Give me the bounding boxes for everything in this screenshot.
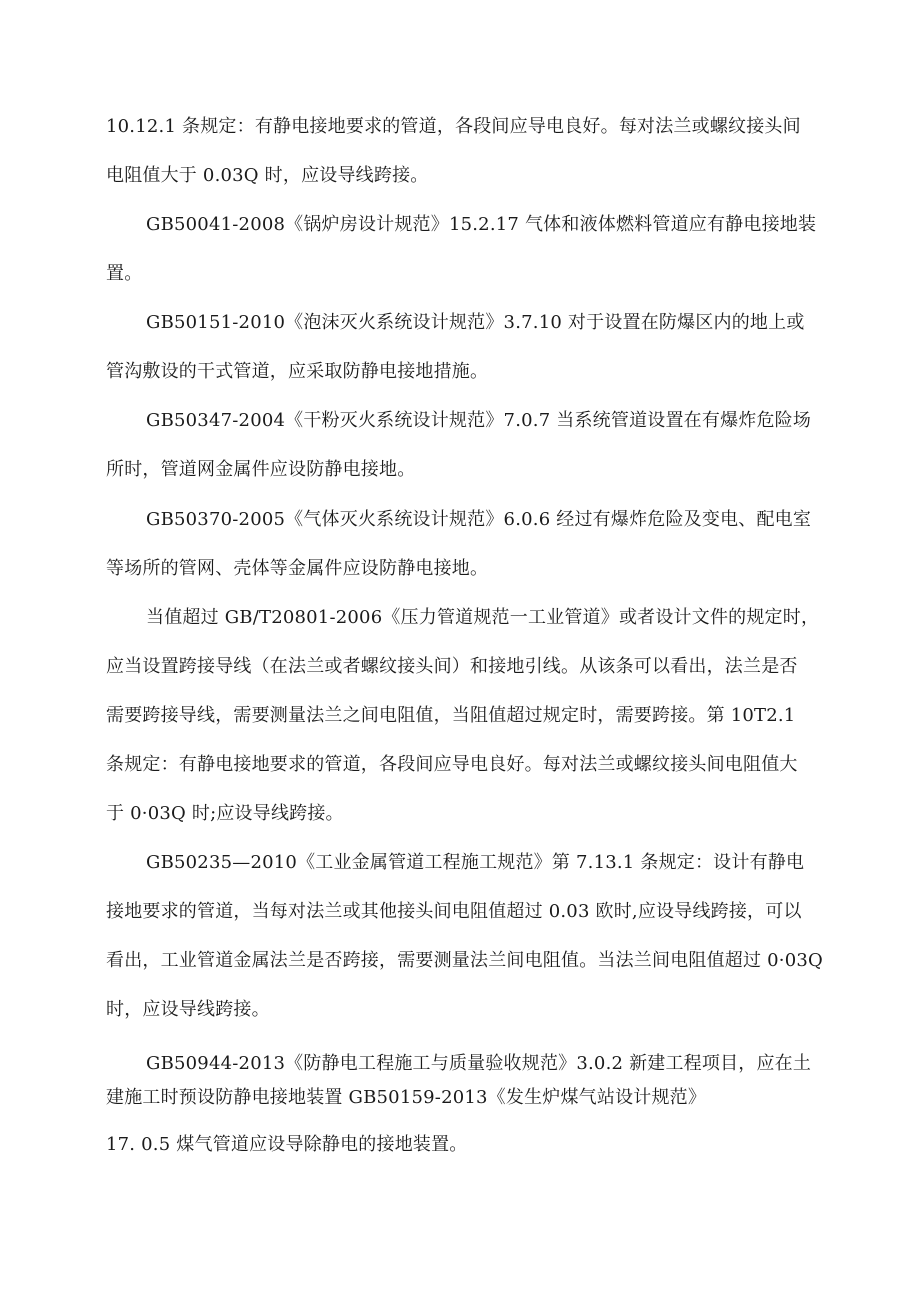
text-line: 接地要求的管道，当每对法兰或其他接头间电阻值超过 0.03 欧时,应设导线跨接，可以 xyxy=(106,901,802,922)
text-line: 看出，工业管道金属法兰是否跨接，需要测量法兰间电阻值。当法兰间电阻值超过 0·03Q xyxy=(106,950,823,971)
text-line: 当值超过 GB/T20801-2006《压力管道规范一工业管道》或者设计文件的规定时， xyxy=(146,607,820,628)
text-line: GB50944-2013《防静电工程施工与质量验收规范》3.0.2 新建工程项目，应在土 xyxy=(146,1053,812,1074)
text-line: 需要跨接导线，需要测量法兰之间电阻值，当阻值超过规定时，需要跨接。第 10T2.1 xyxy=(106,705,796,726)
text-line: GB50041-2008《锅炉房设计规范》15.2.17 气体和液体燃料管道应有静电接地装 xyxy=(146,214,817,235)
text-line: 等场所的管网、壳体等金属件应设防静电接地。 xyxy=(106,558,489,579)
text-line: 应当设置跨接导线（在法兰或者螺纹接头间）和接地引线。从该条可以看出，法兰是否 xyxy=(106,656,798,677)
text-line: 管沟敷设的干式管道，应采取防静电接地措施。 xyxy=(106,361,489,382)
text-line: 17. 0.5 煤气管道应设导除静电的接地装置。 xyxy=(106,1134,468,1155)
text-line: 条规定：有静电接地要求的管道，各段间应导电良好。每对法兰或螺纹接头间电阻值大 xyxy=(106,754,798,775)
text-line: GB50370-2005《气体灭火系统设计规范》6.0.6 经过有爆炸危险及变电、配电室 xyxy=(146,509,812,530)
text-line: 10.12.1 条规定：有静电接地要求的管道，各段间应导电良好。每对法兰或螺纹接头间 xyxy=(106,116,801,137)
text-line: 建施工时预设防静电接地装置 GB50159-2013《发生炉煤气站设计规范》 xyxy=(106,1087,707,1108)
text-line: 时，应设导线跨接。 xyxy=(106,999,270,1020)
text-line: 电阻值大于 0.03Q 时，应设导线跨接。 xyxy=(106,165,429,186)
text-line: 于 0·03Q 时;应设导线跨接。 xyxy=(106,803,344,824)
text-line: GB50347-2004《干粉灭火系统设计规范》7.0.7 当系统管道设置在有爆炸危险场 xyxy=(146,410,812,431)
text-line: 置。 xyxy=(106,263,143,284)
text-line: 所时，管道网金属件应设防静电接地。 xyxy=(106,459,416,480)
text-line: GB50151-2010《泡沫灭火系统设计规范》3.7.10 对于设置在防爆区内的地上或 xyxy=(146,312,805,333)
text-line: GB50235—2010《工业金属管道工程施工规范》第 7.13.1 条规定：设计有静电 xyxy=(146,852,805,873)
